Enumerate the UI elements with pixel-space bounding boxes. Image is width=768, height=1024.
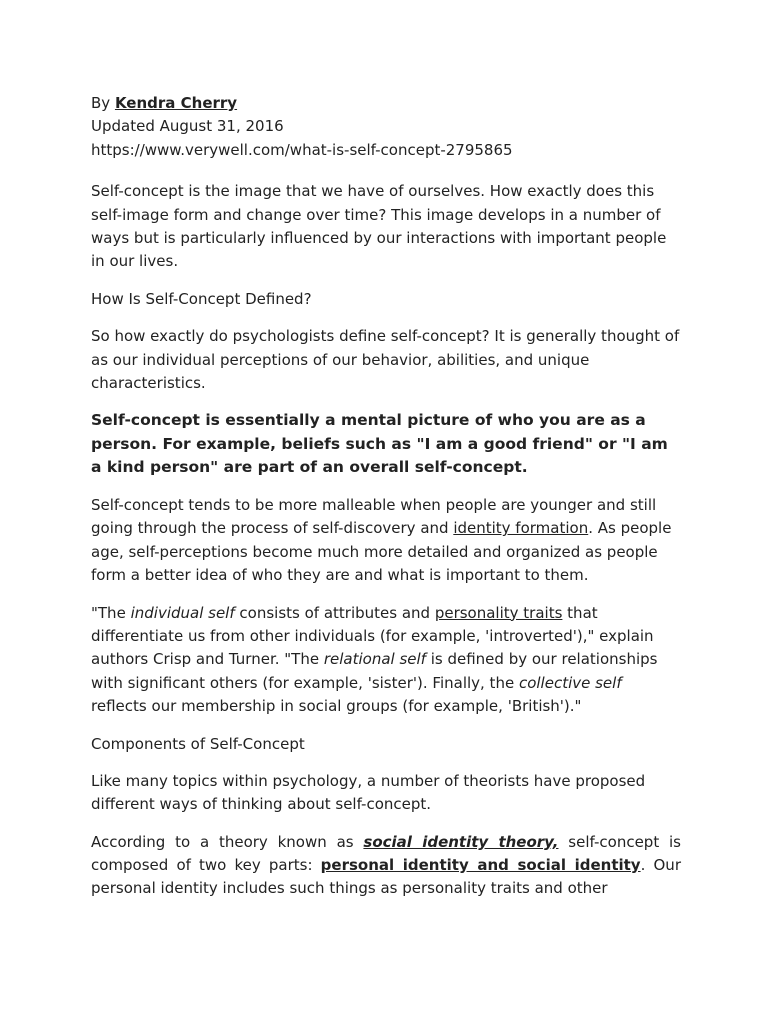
quote-text-c: that differentiate us from other individuals (for example, 'introverted')," explain authors Crisp and Turner. "The (91, 603, 654, 669)
sit-text-a: According to a theory known as (91, 832, 364, 851)
source-url: https://www.verywell.com/what-is-self-concept-2795865 (91, 140, 513, 159)
social-identity-theory-link[interactable]: social identity theory, (363, 832, 559, 851)
byline-prefix: By (91, 94, 115, 112)
article-meta (91, 92, 681, 162)
quote-paragraph (91, 602, 681, 719)
bold-summary-paragraph: Self-concept is essentially a mental picture of who you are as a person. For example, beliefs such as "I am a good friend" or "I am a kind person" are part of an overall self-concept. (91, 411, 668, 477)
quote-text-b: consists of attributes and (234, 603, 435, 622)
collective-self-term: collective self (518, 673, 622, 692)
section-heading-components: Components of Self-Concept (91, 734, 305, 753)
relational-self-term: relational self (323, 650, 426, 669)
malleable-text-b: . As people age, self-perceptions become much more detailed and organized as people form a better idea of who they are and what is important to them. (91, 519, 672, 585)
byline (91, 92, 681, 115)
updated-date: Updated August 31, 2016 (91, 117, 284, 136)
personal-social-identity-link[interactable]: personal identity and social identity (320, 855, 641, 874)
individual-self-term: individual self (130, 603, 235, 622)
definition-paragraph: So how exactly do psychologists define self-concept? It is generally thought of as our individual perceptions of our behavior, abilities, and unique characteristics. (91, 327, 680, 393)
quote-text-d: is defined by our relationships with significant others (for example, 'sister'). Finally, the (91, 650, 658, 692)
document-page (91, 92, 681, 914)
author-link[interactable]: Kendra Cherry (114, 94, 238, 112)
quote-text-a: "The (91, 603, 131, 622)
malleable-text-a: Self-concept tends to be more malleable when people are younger and still going through the process of self-discovery and (91, 495, 657, 538)
theorists-paragraph: Like many topics within psychology, a number of theorists have proposed different ways of thinking about self-concept. (91, 772, 646, 814)
social-identity-paragraph (91, 831, 681, 900)
intro-paragraph: Self-concept is the image that we have of ourselves. How exactly does this self-image form and change over time? This image develops in a number of ways but is particularly influenced by our interactions with important people in our lives. (91, 182, 667, 271)
personality-traits-link[interactable]: personality traits (434, 603, 563, 622)
quote-text-e: reflects our membership in social groups (for example, 'British')." (91, 697, 582, 716)
sit-text-c: . Our personal identity includes such things as personality traits and other (91, 855, 681, 897)
malleable-paragraph (91, 494, 681, 588)
sit-text-b: self-concept is composed of two key parts: (91, 832, 681, 874)
section-heading-defined: How Is Self-Concept Defined? (91, 289, 312, 308)
identity-formation-link[interactable]: identity formation (453, 519, 589, 538)
